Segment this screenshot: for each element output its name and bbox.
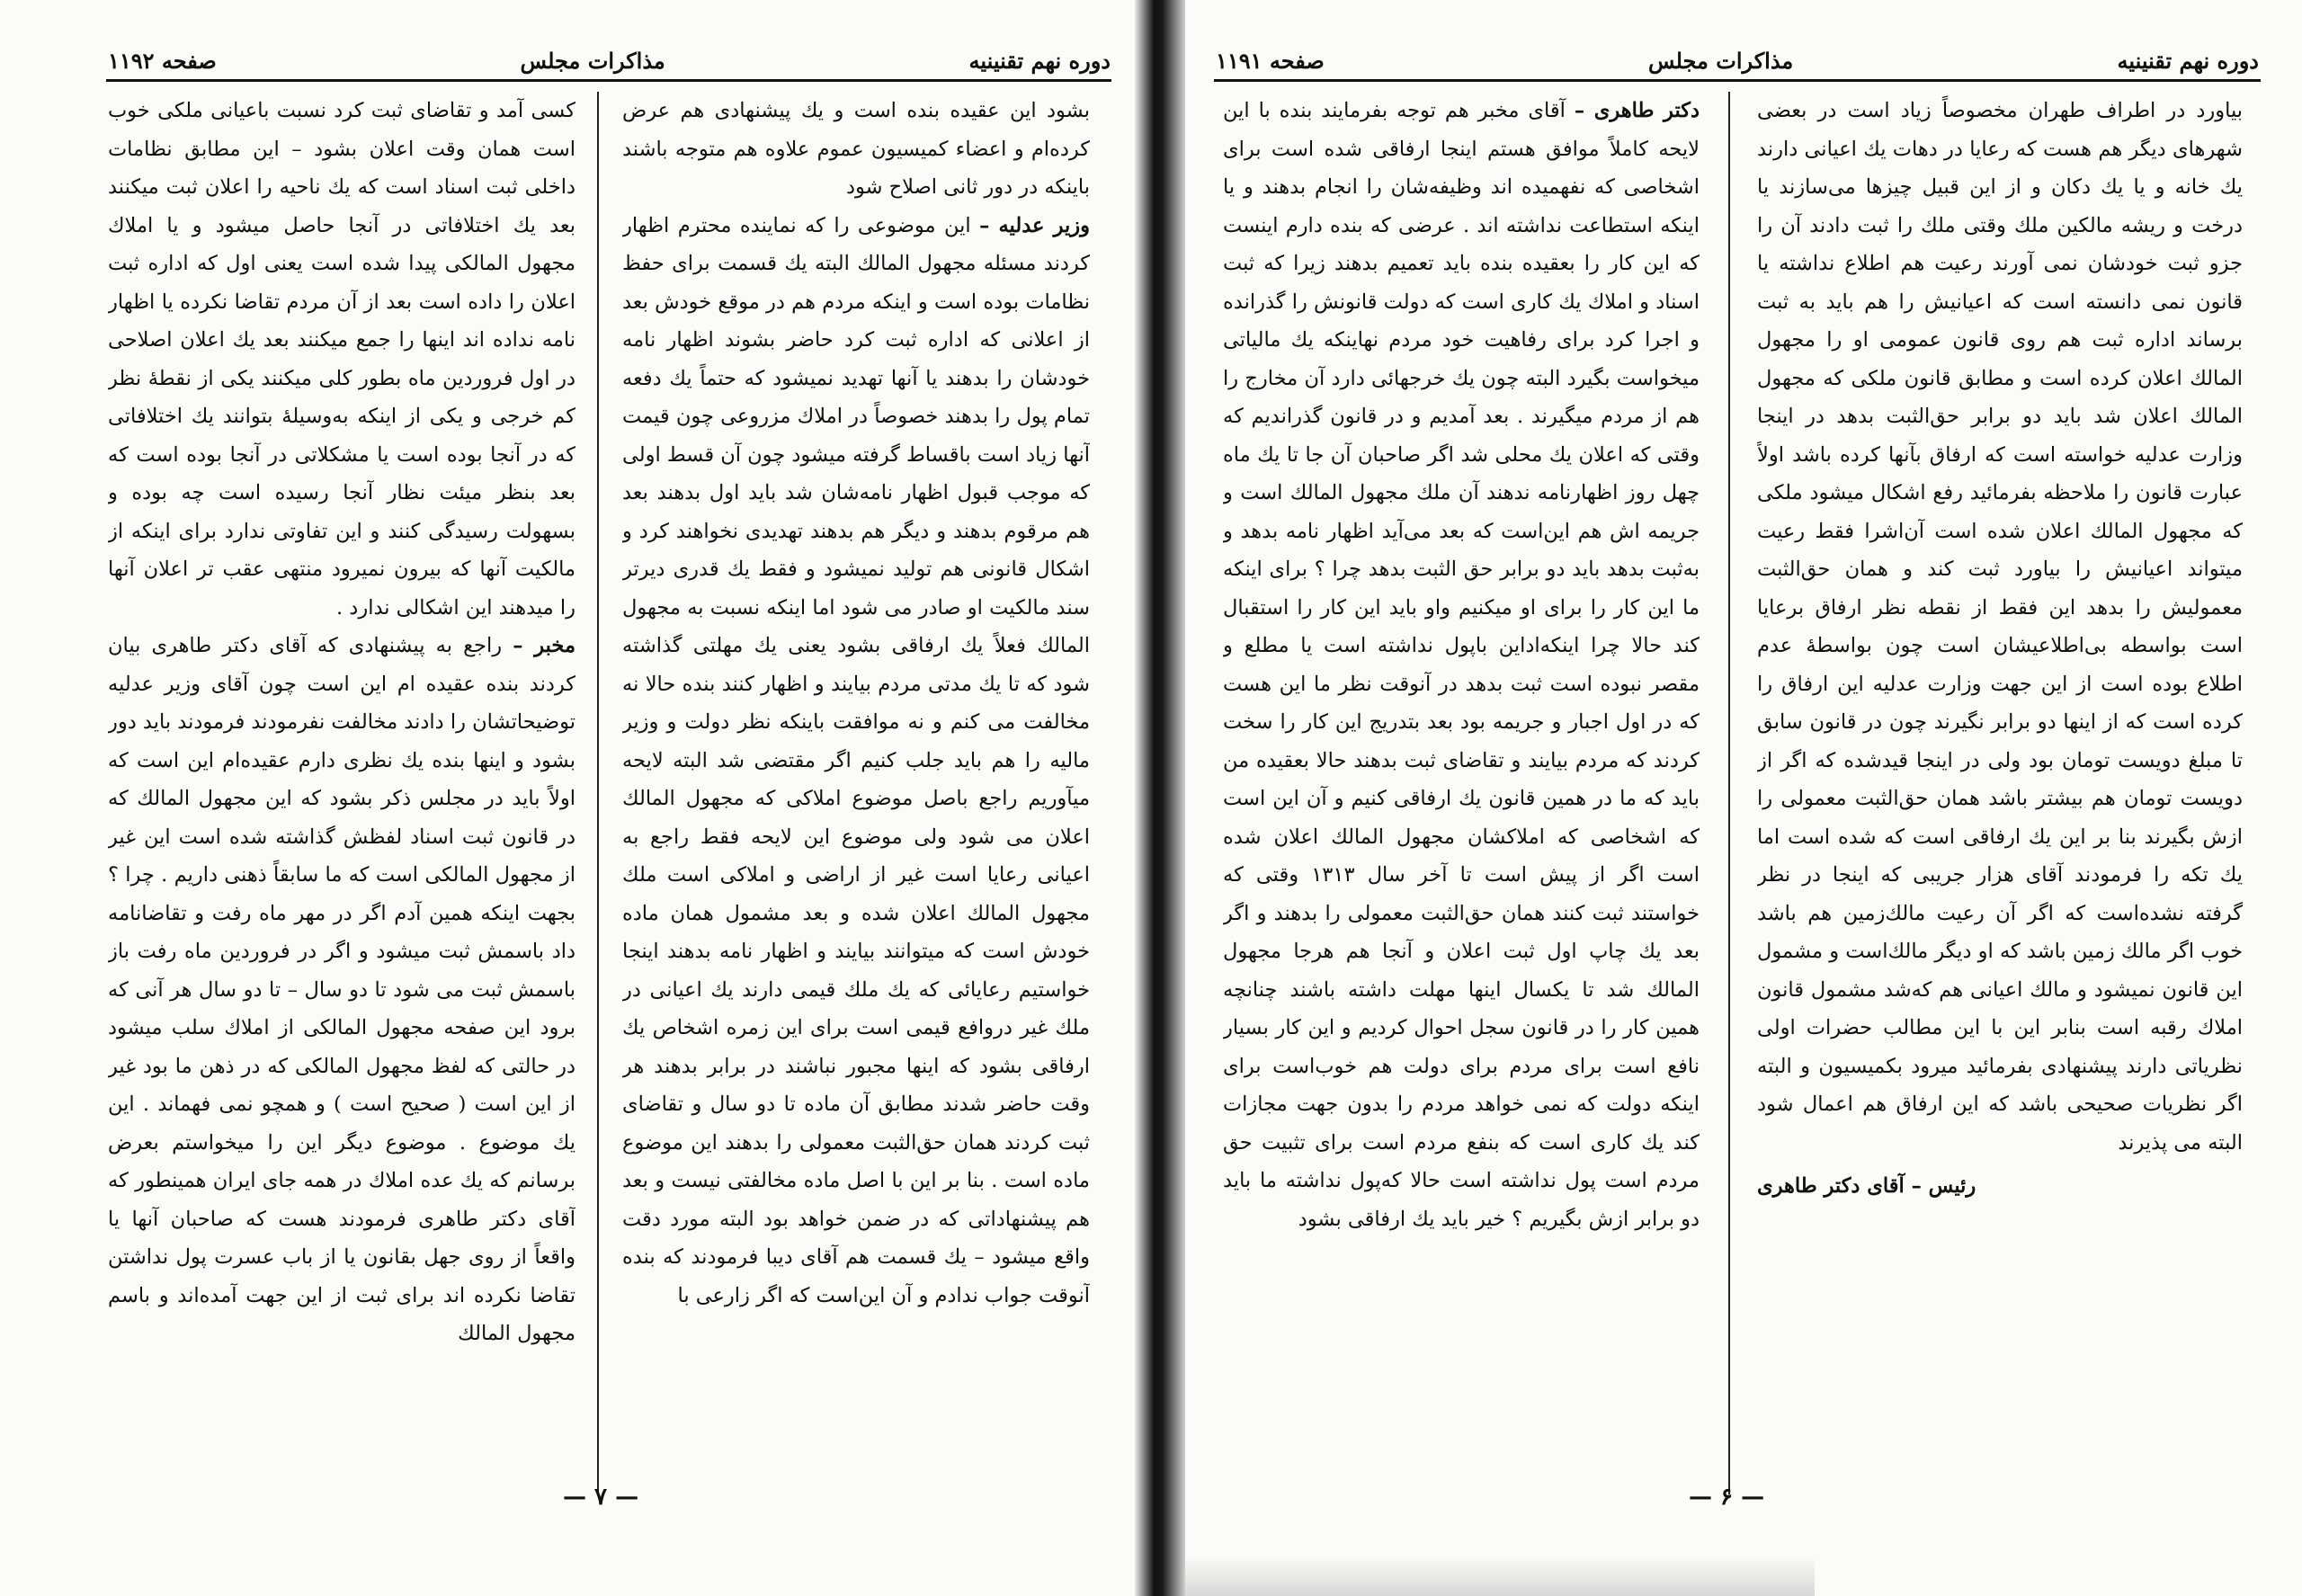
left-page-session: دوره نهم تقنینیه — [968, 47, 1111, 74]
paragraph-text: بیاورد در اطراف طهران مخصوصاً زیاد است در بعضی شهرهای دیگر هم هست که رعایا در دهات یك اعیانی دارند یك خانه و یا یك دکان و از این قبیل چیزها می‌سازند یا درخت و ریشه مالکین ملك وقتی ملك را ثبت دادند آن را جزو ثبت خودشان نمی آورند رعیت هم اطلاع نداشته یا قانون نمی دانسته است که اعیانیش را هم باید به ثبت برساند اداره ثبت هم روی قانون عمومی او را مجهول المالك اعلان کرده است و مطابق قانون ملکی که مجهول المالك اعلان شد باید دو برابر حق‌الثبت بدهد در اینجا وزارت عدلیه خواسته است که ارفاق بآنها کرده باشد اولاً عبارت قانون را ملاحظه بفرمائید رفع اشکال میشود ملکی که مجهول المالك اعلان شده است آن‌اشرا فقط رعیت میتواند اعیانیش را بیاورد ثبت کند و همان حق‌الثبت معمولیش را بدهد این فقط از نقطه نظر ارفاق برعایا است بواسطه بی‌اطلاعیشان است چون بواسطهٔ عدم اطلاع بوده است از این جهت وزارت عدلیه این ارفاق را کرده است که از اینها دو برابر نگیرند چون در قانون سابق تا مبلغ دویست تومان بود ولی در اینجا قیدشده که اگر از دویست تومان هم بیشتر باشد همان حق‌الثبت معمولی را ازش بگیرند بنا بر این یك ارفاقی است که شده است اما یك تکه را فرمودند آقای هزار جریبی که اینجا در نظر گرفته نشده‌است که اگر آن رعیت مالك‌زمین هم باشد خوب اگر مالك زمین باشد که او دیگر مالك‌است و مشمول این قانون نمیشود و مالك اعیانی هم که‌شد مشمول قانون املاك رقبه است بنابر این با این مطالب حضرات اولی نظریاتی دارند پیشنهادی بفرمائید میرود بکمیسیون و البته اگر نظریات صحیحی باشد که این ارفاق هم اعمال شود البته می پذیرند — [1757, 99, 2243, 1155]
right-page-footer-number: — ۶ — — [1689, 1484, 1765, 1511]
right-page-session: دوره نهم تقنینیه — [2117, 47, 2259, 74]
right-page-column-right — [1757, 92, 2243, 1467]
paragraph — [622, 207, 1090, 1315]
left-column-divider — [597, 92, 599, 1494]
right-page-title: مذاکرات مجلس — [1647, 47, 1794, 74]
paragraph-text: آقای دکتر طاهری — [1757, 1174, 1905, 1198]
paragraph — [108, 627, 576, 1353]
right-column-divider — [1728, 92, 1730, 1494]
paragraph — [622, 92, 1090, 207]
left-header-rule — [106, 79, 1111, 82]
left-page-footer-number: — ۷ — — [563, 1484, 639, 1511]
scan-shadow — [1185, 1556, 1815, 1596]
book-gutter — [1135, 0, 1185, 1596]
paragraph — [1757, 1167, 2243, 1206]
left-page-column-left — [108, 92, 576, 1467]
speaker-name: رئیس – — [1911, 1174, 1976, 1198]
left-page-header — [108, 40, 1111, 81]
left-page — [0, 0, 1135, 1596]
speaker-name: دکتر طاهری – — [1574, 99, 1700, 122]
right-header-rule — [1214, 79, 2261, 82]
left-page-number-label: صفحه ۱۱۹۲ — [108, 47, 217, 74]
speaker-name: مخبر – — [513, 634, 576, 657]
paragraph — [1757, 92, 2243, 1162]
paragraph-text: این موضوعی را که نماینده محترم اظهار کردند مسئله مجهول المالك البته یك قسمت برای حفظ نظامات بوده است و اینکه مردم هم در موقع خودش بعد از اعلانی که اداره ثبت کرد حاضر بشوند اظهار نامه خودشان را بدهند یا آنها تهدید نمیشود که حتماً یك دفعه تمام پول را بدهند خصوصاً در املاك مزروعی چون قیمت آنها زیاد است باقساط گرفته میشود چون آن قسط اولی که موجب قبول اظهار نامه‌شان شد باید اول بدهند بعد هم مرقوم بدهند و دیگر هم بدهند تهدیدی نخواهند کرد و اشکال قانونی هم تولید نمیشود و فقط یك قدری دیرتر سند مالکیت او صادر می شود اما اینکه نسبت به مجهول المالك فعلاً یك ارفاقی بشود یعنی یك مهلتی گذاشته شود که تا یك مدتی مردم بیایند و اظهار کنند بنده حالا نه مخالفت می کنم و نه موافقت باینکه نظر دولت و وزیر مالیه را هم باید جلب کنیم اگر مقتضی شد البته لایحه میآوریم راجع باصل موضوع املاکی که مجهول المالك اعلان می شود ولی موضوع این لایحه فقط راجع به اعیانی رعایا است غیر از اراضی و املاکی است ملك مجهول المالك اعلان شده و بعد مشمول همان ماده خودش است که میتوانند بیایند و اظهار نامه بدهند اینجا خواستیم رعایائی که یك ملك قیمی دارند یك اعیانی در ملك غیر دروافع قیمی است برای این زمره اشخاص یك ارفاقی بشود که اینها مجبور نباشند در برابر بدهند هر وقت حاضر شدند مطابق آن ماده تا دو سال و تقاضای ثبت کردند همان حق‌الثبت معمولی را بدهند این موضوع ماده است . بنا بر این با اصل ماده مخالفتی نیست و بعد هم پیشنهاداتی که در ضمن خواهد بود البته مورد دقت واقع میشود – یك قسمت هم آقای دیبا فرمودند که بنده آنوقت جواب ندادم و آن این‌است که اگر زارعی با — [622, 213, 1090, 1307]
paragraph-text: کسی آمد و تقاضای ثبت کرد نسبت باعیانی ملکی خوب است همان وقت اعلان بشود – این مطابق نظامات داخلی ثبت اسناد است که یك ناحیه را اعلان ثبت میکنند بعد یك اختلافاتی در آنجا حاصل میشود و یا املاك مجهول المالکی پیدا شده است یعنی اول که اداره ثبت اعلان را داده است بعد از آن مردم تقاضا نکرده یا اظهار نامه نداده اند اینها را جمع میکنند بعد یك اعلان اصلاحی در اول فروردین ماه بطور کلی میکنند یکی از نقطهٔ نظر کم خرجی و یکی از اینکه به‌وسیلهٔ بتوانند یك اختلافاتی که در آنجا بوده است یا مشکلاتی در آنجا بوده است که بعد بنظر میئت نظار آنجا رسیده است چه بوده و بسهولت رسیدگی کنند و این تفاوتی ندارد برای اینکه از مالکیت آنها که بیرون نمیرود منتهی عقب تر اعلان آنها را میدهند این اشکالی ندارد . — [108, 99, 576, 620]
left-page-column-right — [622, 92, 1090, 1467]
speaker-name: وزیر عدلیه – — [979, 213, 1090, 237]
paragraph-text: راجع به پیشنهادی که آقای دکتر طاهری بیان کردند بنده عقیده ام این است چون آقای وزیر عدلیه توضیحاتشان را دادند مخالفت نفرمودند فرمودند باید دور بشود و اینها بنده یك نظری دارم عقیده‌ام این است که اولاً باید در مجلس ذکر بشود که این مجهول المالك که در قانون ثبت اسناد لفظش گذاشته شده است این غیر از مجهول المالکی است که ما سابقاً ذهنی داریم . چرا ؟ بجهت اینکه همین آدم اگر در مهر ماه رفت و تقاضانامه داد باسمش ثبت میشود و اگر در فروردین ماه رفت باز باسمش ثبت می شود تا دو سال – تا دو سال هر آنی که برود این صفحه مجهول المالکی از املاك سلب میشود در حالتی که لفظ مجهول المالکی که در ذهن ما بود غیر از این است ( صحیح است ) و همچو نمی فهماند . این یك موضوع . موضوع دیگر این را میخواستم بعرض برسانم که یك عده املاك در همه جای ایران همینطور که آقای دکتر طاهری فرمودند هست که صاحبان آنها یا واقعاً از روی جهل بقانون یا از باب عسرت پول نداشتن تقاضا نکرده اند برای ثبت از این جهت آمده‌اند و باسم مجهول المالك — [108, 634, 576, 1345]
paragraph — [1223, 92, 1700, 1238]
paragraph-text: بشود این عقیده بنده است و یك پیشنهادی هم عرض کرده‌ام و اعضاء کمیسیون عموم علاوه هم متوجه باشند باینکه در دور ثانی اصلاح شود — [622, 99, 1090, 199]
paragraph — [108, 92, 576, 627]
right-page-header — [1216, 40, 2259, 81]
left-page-title: مذاکرات مجلس — [520, 47, 665, 74]
right-page — [1185, 0, 2302, 1596]
right-page-number-label: صفحه ۱۱۹۱ — [1216, 47, 1325, 74]
paragraph-text: آقای مخبر هم توجه بفرمایند بنده با این لایحه کاملاً موافق هستم اینجا ارفاقی شده است برای اشخاصی که نفهمیده اند وظیفه‌شان را انجام بدهند و یا اینکه استطاعت نداشته اند . عرضی که بنده دارم اینست که این کار را بعقیده بنده باید تعمیم بدهند زیرا که ثبت اسناد و املاك یك کاری است که دولت قانونش را گذرانده و اجرا کرد برای رفاهیت خود مردم نهاینکه یك مالیاتی میخواست بگیرد البته چون یك خرجهائی دارد آن مخارج را هم از مردم میگیرند . بعد آمدیم و در قانون گذراندیم که وقتی که اعلان یك محلی شد اگر صاحبان آن جا تا یك ماه چهل روز اظهارنامه ندهند آن ملك مجهول المالك است و جریمه اش هم این‌است که بعد می‌آید اظهار نامه بدهد و به‌ثبت بدهد باید دو برابر حق الثبت بدهد چرا ؟ برای اینکه ما این کار را برای او میکنیم واو باید این کار را استقبال کند حالا چرا اینکه‌اداین باپول نداشته است یا مطلع و مقصر نبوده است ثبت بدهد در آنوقت نظر ما این هست که در اول اجبار و جریمه بود بعد بتدریج این کار را سخت کردند که مردم بیایند و تقاضای ثبت بدهند حالا بعقیده من باید که ما در همین قانون یك ارفاقی کنیم و آن این است که اشخاصی که املاکشان مجهول المالك اعلان شده است اگر از پیش است تا آخر سال ۱۳۱۳ وقتی که خواستند ثبت کنند همان حق‌الثبت معمولی را بدهند و اگر بعد یك چاپ اول ثبت اعلان و آنجا هم هرجا مجهول المالك شد تا یکسال اینها مهلت داشته باشند چنانچه همین کار را در قانون سجل احوال کردیم و این کار بسیار نافع است برای مردم برای دولت هم خوب‌است برای اینکه دولت که نمی خواهد مردم را بدون جهت مجازات کند یك کاری است که بنفع مردم است برای تثبیت حق مردم است پول نداشته است حالا که‌پول نداشته ما باید دو برابر ازش بگیریم ؟ خیر باید یك ارفاقی بشود — [1223, 99, 1700, 1231]
right-page-column-left — [1223, 92, 1700, 1467]
